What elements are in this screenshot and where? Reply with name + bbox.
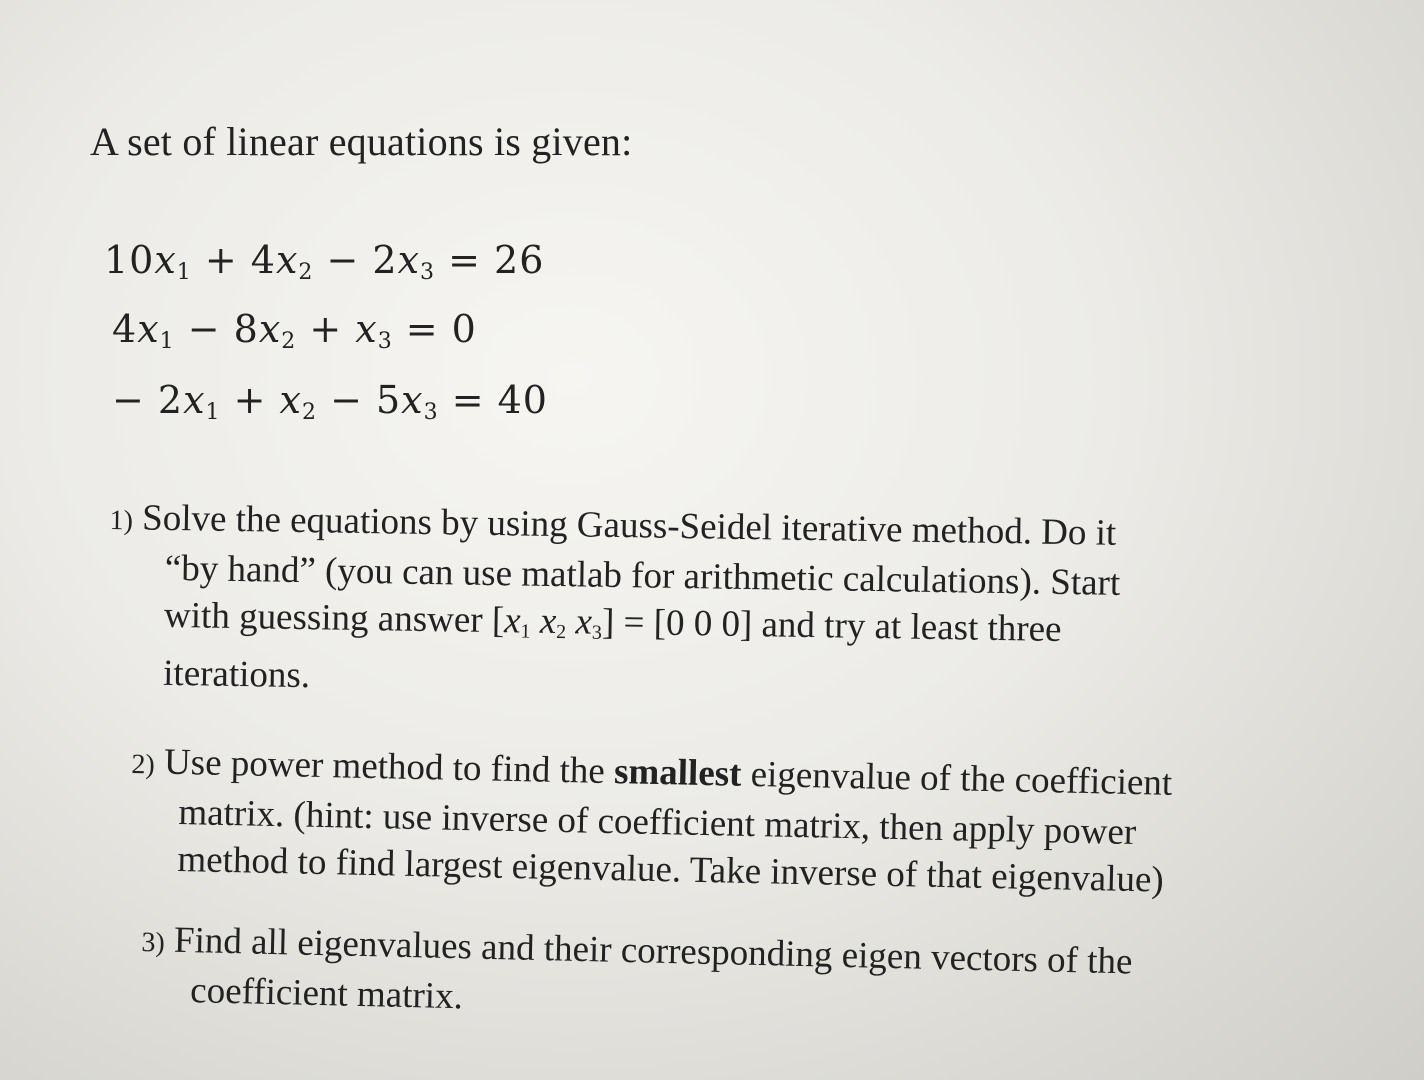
eq2-coef2: − 8 xyxy=(174,307,259,351)
question-2-line-3: method to find largest eigenvalue. Take inverse of that eigenvalue) xyxy=(177,838,1165,901)
eq1-var2: x xyxy=(275,238,299,282)
eq2-rhs: = 0 xyxy=(392,307,477,351)
question-1-text-3b: ] = [0 0 0] and try at least three xyxy=(601,601,1062,650)
equation-1 xyxy=(104,238,544,285)
eq3-var1: x xyxy=(183,378,206,422)
question-3 xyxy=(140,916,1133,1035)
question-2-number: 2) xyxy=(131,748,156,781)
eq2-sub3: 3 xyxy=(377,329,393,354)
eq1-coef2: + 4 xyxy=(191,238,276,282)
eq3-var2: x xyxy=(279,378,302,422)
eq3-coef2: + xyxy=(220,378,280,422)
question-1 xyxy=(107,494,1122,712)
eq2-sub2: 2 xyxy=(281,329,297,354)
question-3-number: 3) xyxy=(141,926,166,959)
equation-3 xyxy=(112,378,548,425)
guess-var3: x xyxy=(575,601,593,643)
eq3-sub1: 1 xyxy=(205,400,221,425)
question-2-text-1b: eigenvalue of the coefficient xyxy=(741,753,1173,804)
eq1-var1: x xyxy=(154,238,177,282)
eq3-rhs: = 40 xyxy=(438,378,548,422)
question-2-text-1a: Use power method to find the xyxy=(163,741,615,793)
eq1-sub3: 3 xyxy=(420,260,436,285)
question-1-text-1: Solve the equations by using Gauss-Seidel iterative method. Do it xyxy=(141,497,1117,554)
eq1-sub1: 1 xyxy=(176,260,192,285)
guess-sub1: 1 xyxy=(520,620,531,643)
question-3-text-1: Find all eigenvalues and their corresponding eigen vectors of the xyxy=(173,919,1133,983)
question-2 xyxy=(129,738,1173,904)
question-1-line-4: iterations. xyxy=(162,652,311,697)
eq1-coef1: 10 xyxy=(104,238,155,282)
eq3-coef3: − 5 xyxy=(316,378,402,422)
question-1-number: 1) xyxy=(109,504,134,537)
eq3-coef1: − 2 xyxy=(112,378,184,422)
question-2-line-2: matrix. (hint: use inverse of coefficient matrix, then apply power xyxy=(178,791,1137,854)
eq3-sub3: 3 xyxy=(423,400,439,425)
eq2-coef1: 4 xyxy=(112,307,138,351)
eq3-var3: x xyxy=(401,378,424,422)
eq2-var2: x xyxy=(258,307,282,351)
guess-var2: x xyxy=(539,600,557,643)
question-3-line-2: coefficient matrix. xyxy=(189,970,464,1018)
question-2-bold-word: smallest xyxy=(613,751,742,795)
eq2-var1: x xyxy=(137,307,160,351)
eq2-var3: x xyxy=(355,307,378,351)
eq1-var3: x xyxy=(397,238,421,282)
eq3-sub2: 2 xyxy=(301,400,317,425)
question-1-text-3a: with guessing answer [ xyxy=(163,594,505,642)
equation-2 xyxy=(112,307,477,354)
guess-var1: x xyxy=(503,600,521,642)
intro-text: A set of linear equations is given: xyxy=(90,119,633,164)
eq1-sub2: 2 xyxy=(298,260,314,285)
eq1-coef3: − 2 xyxy=(313,238,398,282)
eq2-sub1: 1 xyxy=(159,329,175,354)
guess-sub2: 2 xyxy=(555,621,567,644)
eq1-rhs: = 26 xyxy=(435,238,545,282)
guess-sub3: 3 xyxy=(591,621,603,644)
eq2-coef3: + xyxy=(296,307,356,351)
question-1-line-2: “by hand” (you can use matlab for arithmetic calculations). Start xyxy=(164,547,1121,604)
